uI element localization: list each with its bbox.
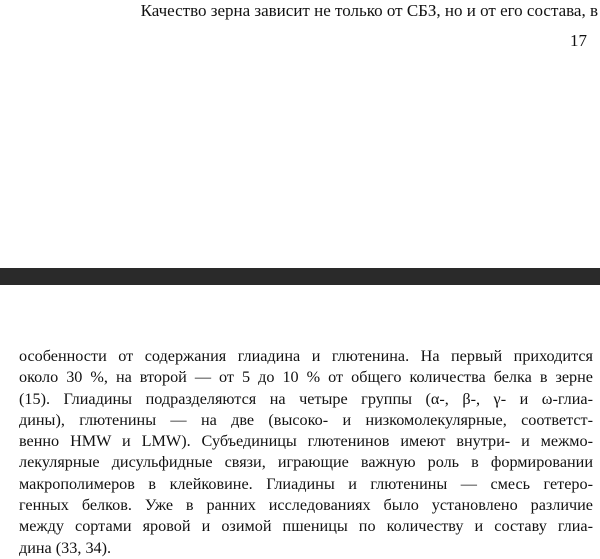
paragraph-line: лекулярные дисульфидные связи, играющие важную роль в формировании [19, 453, 593, 472]
body-paragraph [19, 346, 593, 559]
paragraph-line: дины), глютенины — на две (высоко- и низкомолекулярные, соответст- [19, 410, 593, 429]
paragraph-line: особенности от содержания глиадина и глютенина. На первый приходится [19, 347, 593, 365]
paragraph-line: макрополимеров в клейковине. Глиадины и глютенины — смесь гетеро- [19, 474, 593, 493]
paragraph-line: около 30 %, на второй — от 5 до 10 % от общего количества белка в зерне [19, 368, 593, 387]
lower-page-fragment [0, 285, 600, 557]
page-number: 17 [570, 31, 587, 50]
paragraph-line: генных белков. Уже в ранних исследованиях было установлено различие [19, 496, 593, 515]
paragraph-line: между сортами яровой и озимой пшеницы по количеству и составу глиа- [19, 517, 593, 536]
upper-page-fragment [0, 0, 600, 268]
paragraph-line: дина (33, 34). [19, 538, 112, 557]
page-separator-bar [0, 268, 600, 285]
upper-page-text-line: Качество зерна зависит не только от СБЗ, но и от его состава, в [140, 1, 598, 20]
paragraph-line: (15). Глиадины подразделяются на четыре группы (α-, β-, γ- и ω-глиа- [19, 389, 593, 408]
paragraph-line: венно HMW и LMW). Субъединицы глютенинов имеют внутри- и межмо- [19, 432, 593, 451]
